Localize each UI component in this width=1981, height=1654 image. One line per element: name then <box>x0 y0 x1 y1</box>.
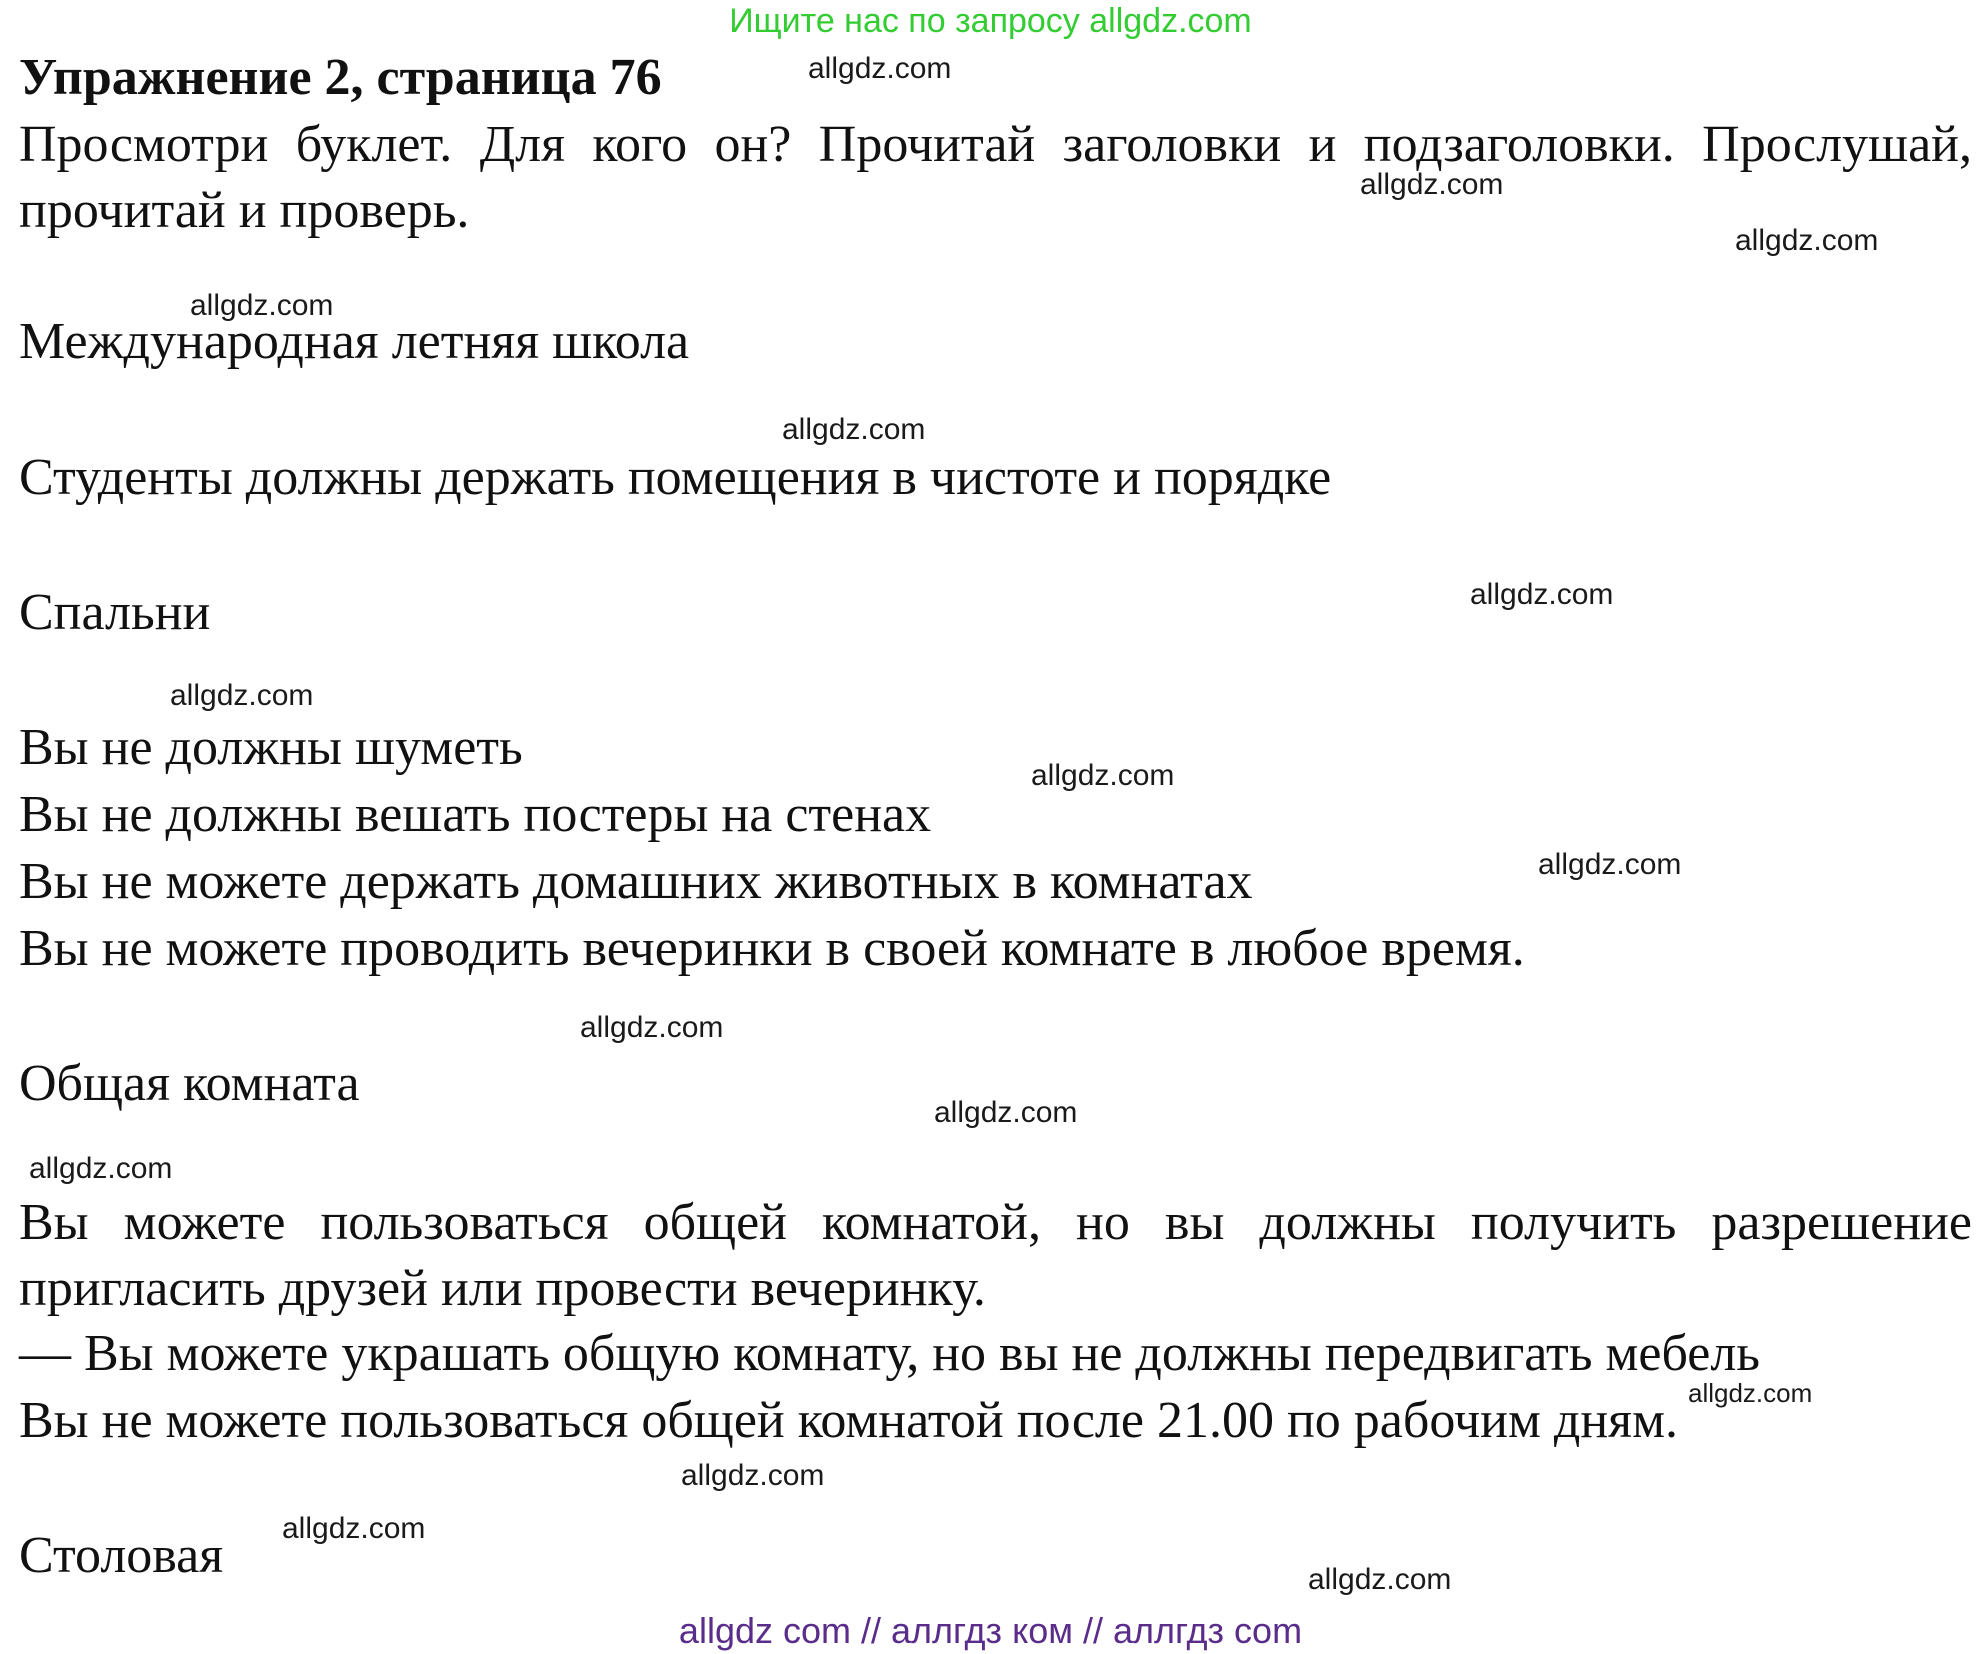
heading-dining-room: Столовая <box>19 1527 224 1584</box>
watermark: allgdz.com <box>1308 1563 1452 1596</box>
intro-text: Просмотри буклет. Для кого он? Прочитай заголовки и подзаголовки. Прослушай, прочитай и проверь. <box>19 116 1972 239</box>
watermark: allgdz.com <box>782 413 926 446</box>
top-banner[interactable]: Ищите нас по запросу allgdz.com <box>729 2 1252 40</box>
watermark: allgdz.com <box>934 1096 1078 1129</box>
watermark: allgdz.com <box>190 289 334 322</box>
watermark: allgdz.com <box>1688 1378 1813 1408</box>
common-room-rule-1: Вы можете пользоваться общей комнатой, но вы должны получить разрешение пригласить друзей или провести вечеринку. <box>19 1194 1972 1317</box>
watermark: allgdz.com <box>1538 848 1682 881</box>
bedroom-rule-3: Вы не можете держать домашних животных в комнатах <box>19 853 1253 910</box>
common-room-rule-3: Вы не можете пользоваться общей комнатой после 21.00 по рабочим дням. <box>19 1392 1678 1449</box>
heading-common-room: Общая комната <box>19 1055 360 1112</box>
watermark: allgdz.com <box>580 1011 724 1044</box>
bedroom-rule-1: Вы не должны шуметь <box>19 719 523 776</box>
heading-bedrooms: Спальни <box>19 584 211 641</box>
watermark: allgdz.com <box>808 52 952 85</box>
watermark: allgdz.com <box>1360 168 1504 201</box>
watermark: allgdz.com <box>170 679 314 712</box>
subheading-keep-clean: Студенты должны держать помещения в чистоте и порядке <box>19 449 1332 506</box>
watermark: allgdz.com <box>1735 224 1879 257</box>
heading-summer-school: Международная летняя школа <box>19 313 690 370</box>
watermark: allgdz.com <box>1470 578 1614 611</box>
watermark: allgdz.com <box>282 1512 426 1545</box>
common-room-rule-2: — Вы можете украшать общую комнату, но вы не должны передвигать мебель <box>19 1325 1760 1382</box>
watermark: allgdz.com <box>29 1152 173 1185</box>
page-title: Упражнение 2, страница 76 <box>19 49 662 106</box>
watermark: allgdz.com <box>1031 759 1175 792</box>
bedroom-rule-4: Вы не можете проводить вечеринки в своей комнате в любое время. <box>19 920 1525 977</box>
watermark: allgdz.com <box>681 1459 825 1492</box>
bedroom-rule-2: Вы не должны вешать постеры на стенах <box>19 786 932 843</box>
footer-links[interactable]: allgdz com // аллгдз ком // аллгдз com <box>678 1610 1303 1651</box>
